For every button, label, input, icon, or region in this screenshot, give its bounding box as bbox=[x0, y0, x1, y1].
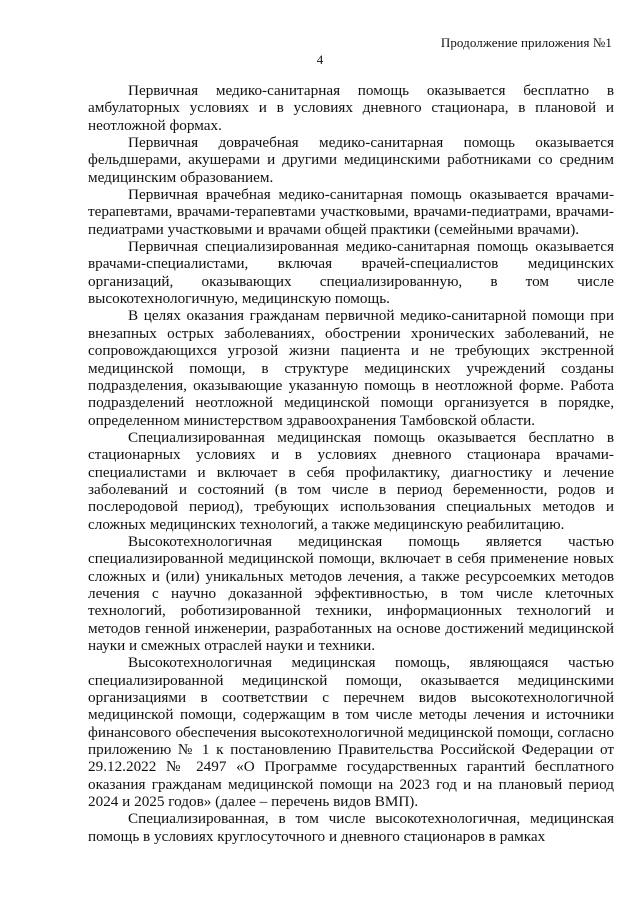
paragraph-doctor-care: Первичная врачебная медико-санитарная помощь оказывается врачами-терапевтами, врачами-терапевтами участковыми, врачами-педиатрами, врачами-педиатрами участковыми и врачами общей практики (семейными врачами). bbox=[88, 186, 614, 238]
paragraph-high-tech-care-definition: Высокотехнологичная медицинская помощь является частью специализированной медицинской помощи, включает в себя применение новых сложных и (или) уникальных методов лечения, а также ресурсоемких методов лечения с научно доказанной эффективностью, в том числе клеточных технологий, роботизированной техники, информационных технологий и методов генной инженерии, разработанных на основе достижений медицинской науки и смежных отраслей науки и техники. bbox=[88, 532, 614, 654]
paragraph-primary-care: Первичная медико-санитарная помощь оказывается бесплатно в амбулаторных условиях и в условиях дневного стационара, в плановой и неотложной формах. bbox=[88, 82, 614, 134]
paragraph-urgent-care-units: В целях оказания гражданам первичной медико-санитарной помощи при внезапных острых заболеваниях, обострении хронических заболеваний, не сопровождающихся угрозой жизни пациента и не требующих экстренной медицинской помощи, в структуре медицинских учреждений созданы подразделения, оказывающие указанную помощь в неотложной форме. Работа подразделений неотложной медицинской помощи организуется в порядке, определенном министерством здравоохранения Тамбовской области. bbox=[88, 307, 614, 429]
paragraph-specialized-primary-care: Первичная специализированная медико-санитарная помощь оказывается врачами-специалистами, включая врачей-специалистов медицинских организаций, оказывающих специализированную, в том числе высокотехнологичную, медицинскую помощь. bbox=[88, 238, 614, 308]
paragraph-inpatient-care: Специализированная, в том числе высокотехнологичная, медицинская помощь в условиях круглосуточного и дневного стационаров в рамках bbox=[88, 810, 614, 845]
page-number: 4 bbox=[316, 52, 324, 67]
paragraph-high-tech-care-list: Высокотехнологичная медицинская помощь, являющаяся частью специализированной медицинской помощи, оказывается медицинскими организациями в соответствии с перечнем видов высокотехнологичной медицинской помощи, содержащим в том числе методы лечения и источники финансового обеспечения высокотехнологичной медицинской помощи, согласно приложению № 1 к постановлению Правительства Российской Федерации от 29.12.2022 № 2497 «О Программе государственных гарантий бесплатного оказания гражданам медицинской помощи на 2023 год и на плановый период 2024 и 2025 годов» (далее – перечень видов ВМП). bbox=[88, 654, 614, 811]
paragraph-pre-doctor-care: Первичная доврачебная медико-санитарная помощь оказывается фельдшерами, акушерами и другими медицинскими работниками со средним медицинским образованием. bbox=[88, 134, 614, 186]
document-body bbox=[88, 82, 614, 845]
paragraph-specialized-care: Специализированная медицинская помощь оказывается бесплатно в стационарных условиях и в условиях дневного стационара врачами-специалистами и включает в себя профилактику, диагностику и лечение заболеваний и состояний (в том числе в период беременности, родов и послеродовой период), требующих использования специальных методов и сложных медицинских технологий, а также медицинскую реабилитацию. bbox=[88, 428, 614, 533]
appendix-continuation-note: Продолжение приложения №1 bbox=[440, 35, 612, 50]
